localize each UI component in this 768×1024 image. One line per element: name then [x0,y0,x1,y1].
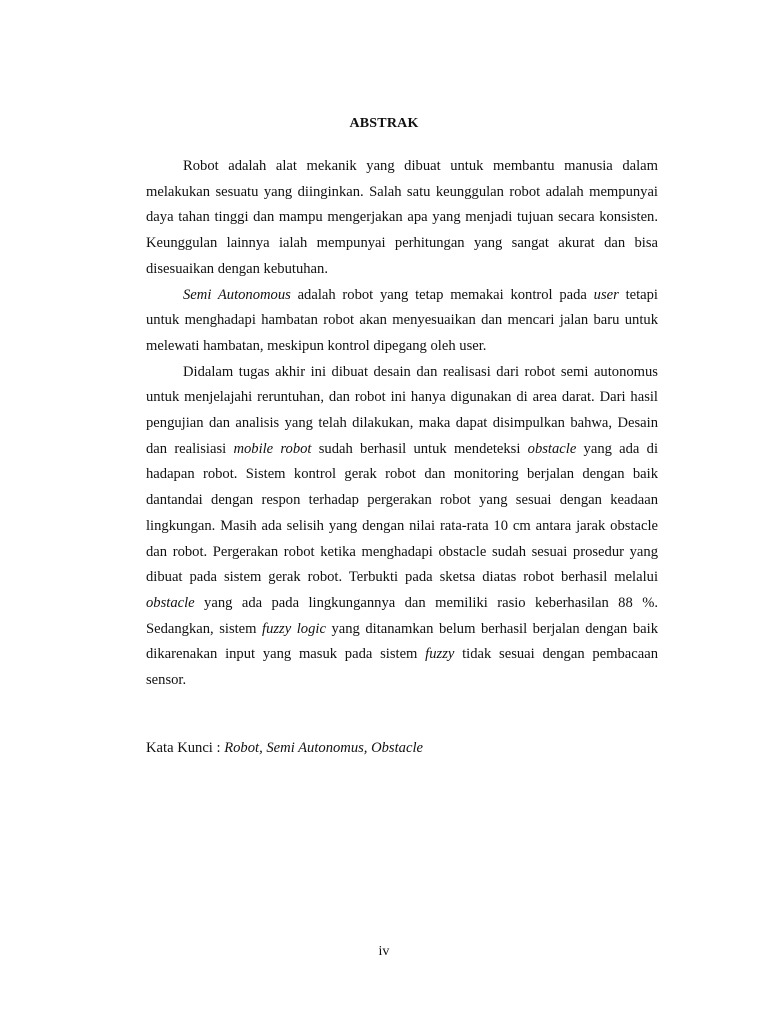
abstract-paragraph-3 [146,360,658,694]
italic-term: obstacle [527,440,577,457]
italic-term: user [593,286,619,303]
abstract-paragraph-1 [146,154,658,283]
abstract-body [146,154,658,694]
text-run: sudah berhasil untuk mendeteksi [311,440,528,457]
italic-term: fuzzy [425,646,455,663]
keywords-values: Robot, Semi Autonomus, Obstacle [224,740,423,756]
text-run: Didalam tugas akhir ini dibuat desain dan realisasi dari robot semi autonomus untuk menjelajahi reruntuhan, dan robot ini hanya digunakan di area darat. Dari hasil pengujian dan analisis yang telah dilakukan, maka dapat disimpulkan bahwa, Desain dan realisiasi [146,363,658,457]
italic-term: mobile robot [233,440,312,457]
italic-term: Semi Autonomous [183,286,291,303]
keywords-line [146,736,658,761]
text-run: yang ada pada lingkungannya dan memiliki rasio keberhasilan 88 %. Sedangkan, sistem [146,594,658,637]
italic-term: obstacle [146,594,195,611]
abstract-paragraph-2 [146,283,658,360]
page-number: iv [378,944,390,959]
keywords-label: Kata Kunci : [146,740,225,756]
text-run: tidak sesuai dengan pembacaan sensor. [146,646,659,689]
text-run: adalah robot yang tetap memakai kontrol pada [290,286,594,303]
text-run: tetapi untuk menghadapi hambatan robot akan menyesuaikan dan mencari jalan baru untuk melewati hambatan, meskipun kontrol dipegang oleh user. [146,286,658,354]
page-title: ABSTRAK [349,116,419,131]
text-run: Robot adalah alat mekanik yang dibuat untuk membantu manusia dalam melakukan sesuatu yang diinginkan. Salah satu keunggulan robot adalah mempunyai daya tahan tinggi dan mampu mengerjakan apa yang menjadi tujuan secara konsisten. Keunggulan lainnya ialah mempunyai perhitungan yang sangat akurat dan bisa disesuaikan dengan kebutuhan. [146,158,658,277]
text-run: yang ditanamkan belum berhasil berjalan dengan baik dikarenakan input yang masuk pada sistem [146,620,658,663]
italic-term: fuzzy logic [262,620,326,637]
text-run: yang ada di hadapan robot. Sistem kontrol gerak robot dan monitoring berjalan dengan baik dantandai dengan respon terhadap pergerakan robot yang sesuai dengan keadaan lingkungan. Masih ada selisih yang dengan nilai rata-rata 10 cm antara jarak obstacle dan robot. Pergerakan robot ketika menghadapi obstacle sudah sesuai prosedur yang dibuat pada sistem gerak robot. Terbukti pada sketsa diatas robot berhasil melalui [146,440,658,586]
